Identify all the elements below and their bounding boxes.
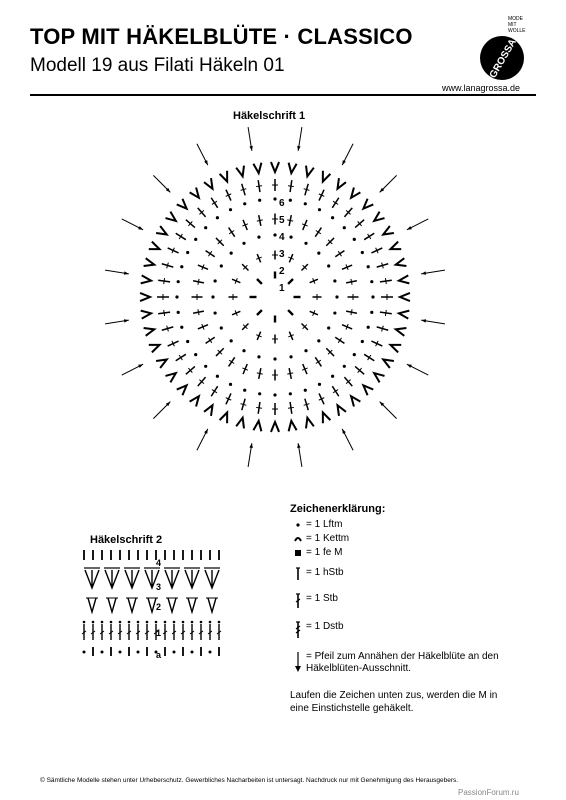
chain-dot	[367, 326, 370, 329]
v-stitch	[271, 422, 279, 432]
chain-dot	[204, 365, 207, 368]
v-stitch	[165, 373, 175, 382]
chain-dot	[214, 311, 217, 314]
chain-dot	[173, 621, 176, 624]
row-number: 4	[156, 558, 162, 568]
stitch-crossbar	[198, 279, 199, 285]
arrow-head	[342, 160, 346, 165]
v-stitch	[351, 396, 360, 406]
chain-dot	[137, 621, 140, 624]
v-stitch	[141, 311, 151, 319]
chain-dot	[333, 311, 336, 314]
chain-dot	[367, 265, 370, 268]
v-stitch	[188, 598, 196, 612]
v-stitch	[144, 258, 155, 266]
chain-dot	[331, 375, 334, 378]
arrow-head	[204, 160, 208, 165]
chain-dot	[335, 295, 338, 298]
v-stitch	[253, 421, 261, 431]
dstb-icon	[293, 621, 303, 639]
chain-dot	[229, 383, 232, 386]
legend-note: Laufen die Zeichen unten zus, werden die M in eine Einstichstelle gehäkelt.	[290, 690, 498, 714]
chain-dot	[191, 621, 194, 624]
chain-dot	[220, 264, 223, 267]
crochet-chart-2	[78, 548, 228, 663]
v-stitch	[204, 178, 212, 189]
chain-dot	[289, 199, 292, 202]
round-number: 2	[279, 266, 285, 277]
v-stitch	[363, 199, 373, 209]
chain-dot	[216, 216, 219, 219]
v-stitch	[306, 418, 314, 429]
chain-dot	[214, 279, 217, 282]
legend-item: = 1 Dstb	[290, 621, 505, 639]
chain-dot	[155, 621, 158, 624]
round-number: 4	[279, 232, 285, 243]
chain-dot	[216, 375, 219, 378]
chain-dot	[175, 295, 178, 298]
chain-dot	[258, 392, 261, 395]
legend-item: = Pfeil zum Annähen der Häkelblüte an den Häkelblüten-Ausschnitt.	[290, 651, 505, 675]
v-stitch	[396, 328, 407, 336]
arrow-head	[297, 146, 300, 151]
v-stitch	[374, 373, 384, 382]
chain-dot	[353, 353, 356, 356]
v-stitch	[177, 385, 187, 395]
chain-dot	[180, 326, 183, 329]
chain-dot	[194, 353, 197, 356]
legend-item: = 1 hStb	[290, 567, 505, 581]
arrow-head	[249, 146, 252, 151]
chain-dot	[343, 226, 346, 229]
v-stitch	[156, 226, 167, 234]
arrow-head	[204, 429, 208, 434]
chain-dot	[204, 226, 207, 229]
chain-dot	[209, 651, 212, 654]
arrow-head	[407, 226, 412, 230]
v-stitch	[190, 396, 199, 406]
brand-logo	[468, 10, 540, 82]
chain-dot	[333, 279, 336, 282]
fan-stitch	[85, 570, 99, 588]
v-stitch	[396, 258, 407, 266]
stitch-mark	[288, 310, 293, 315]
v-stitch	[399, 311, 409, 319]
chain-dot	[83, 621, 86, 624]
v-stitch	[190, 187, 199, 197]
arrow-head	[138, 226, 143, 230]
legend-item: = 1 fe M	[290, 547, 505, 559]
v-stitch	[400, 293, 410, 301]
row-number: a	[156, 650, 162, 660]
v-stitch	[149, 345, 160, 353]
round-number: 6	[279, 198, 285, 209]
v-stitch	[363, 385, 373, 395]
v-stitch	[390, 345, 401, 353]
chain-dot	[229, 208, 232, 211]
stitch-crossbar	[385, 278, 386, 284]
v-stitch	[351, 187, 360, 197]
legend-item: = 1 Kettm	[290, 533, 505, 545]
stitch-crossbar	[351, 279, 352, 285]
logo-text-1: MODE	[508, 16, 523, 22]
chain-dot	[242, 349, 245, 352]
stitch-crossbar	[257, 220, 263, 221]
chain-dot	[304, 202, 307, 205]
legend-item: = 1 Stb	[290, 593, 505, 609]
v-stitch	[156, 360, 167, 368]
stitch-mark	[257, 310, 262, 315]
v-stitch	[220, 412, 228, 423]
fan-stitch	[125, 570, 139, 588]
chain-dot	[331, 216, 334, 219]
chart2-heading: Häkelschrift 2	[90, 534, 163, 546]
v-stitch	[108, 598, 116, 612]
arrow-head	[124, 319, 129, 322]
chain-dot	[317, 339, 320, 342]
v-stitch	[165, 212, 175, 221]
v-stitch	[338, 178, 346, 189]
chain-dot	[273, 197, 276, 200]
v-stitch	[271, 162, 279, 172]
stitch-crossbar	[287, 373, 293, 374]
v-stitch	[208, 598, 216, 612]
chain-dot	[318, 383, 321, 386]
chain-dot	[182, 621, 185, 624]
chain-dot	[361, 340, 364, 343]
stb-icon	[293, 593, 303, 609]
v-stitch	[220, 171, 228, 182]
row-number: 1	[156, 628, 162, 638]
chain-dot	[353, 238, 356, 241]
arc-icon	[293, 533, 303, 545]
chain-dot	[92, 621, 95, 624]
v-stitch	[289, 421, 297, 431]
v-stitch	[390, 242, 401, 250]
chain-dot	[177, 280, 180, 283]
v-stitch	[374, 212, 384, 221]
copyright-footer: © Sämtliche Modelle stehen unter Urheberschutz. Gewerbliches Nacharbeiten ist untersagt. Nachdruck nur mit Genehmigung des Herausgebers.	[40, 777, 459, 784]
stitch-crossbar	[164, 310, 165, 316]
arrow-icon	[293, 651, 303, 673]
arrow-head	[342, 429, 346, 434]
stitch-crossbar	[257, 373, 263, 374]
stitch-crossbar	[385, 310, 386, 316]
v-stitch	[144, 328, 155, 336]
chain-dot	[200, 621, 203, 624]
chain-dot	[242, 242, 245, 245]
legend-title: Zeichenerklärung:	[290, 503, 386, 515]
logo-text-3: WOLLE	[508, 28, 526, 34]
chain-dot	[304, 389, 307, 392]
v-stitch	[323, 171, 331, 182]
chain-dot	[273, 357, 276, 360]
chain-dot	[230, 339, 233, 342]
chain-dot	[180, 265, 183, 268]
chain-dot	[370, 280, 373, 283]
chain-dot	[371, 295, 374, 298]
chain-dot	[211, 295, 214, 298]
v-stitch	[338, 405, 346, 416]
page-title: TOP MIT HÄKELBLÜTE · CLASSICO	[30, 24, 413, 49]
arrow-head	[421, 319, 426, 322]
v-stitch	[148, 598, 156, 612]
chain-dot	[220, 326, 223, 329]
chain-dot	[243, 389, 246, 392]
chain-dot	[327, 264, 330, 267]
chain-dot	[289, 236, 292, 239]
page-subtitle: Modell 19 aus Filati Häkeln 01	[30, 55, 285, 76]
v-stitch	[128, 598, 136, 612]
fan-stitch	[205, 570, 219, 588]
header-rule	[30, 94, 536, 96]
chain-dot	[186, 251, 189, 254]
chain-dot	[289, 392, 292, 395]
website-link[interactable]: www.lanagrossa.de	[442, 83, 521, 93]
chain-dot	[230, 252, 233, 255]
v-stitch	[204, 405, 212, 416]
row-number: 3	[156, 582, 162, 592]
chain-dot	[83, 651, 86, 654]
v-stitch	[177, 199, 187, 209]
v-stitch	[141, 275, 151, 283]
chain-dot	[177, 311, 180, 314]
v-stitch	[399, 275, 409, 283]
chain-dot	[343, 365, 346, 368]
chain-dot	[218, 621, 221, 624]
v-stitch	[88, 598, 96, 612]
stitch-mark	[288, 279, 293, 284]
arrow-head	[421, 271, 426, 274]
v-stitch	[306, 166, 314, 177]
v-stitch	[289, 163, 297, 173]
chain-dot	[318, 208, 321, 211]
arrow-head	[249, 443, 252, 448]
fan-stitch	[165, 570, 179, 588]
v-stitch	[149, 242, 160, 250]
chain-dot	[186, 340, 189, 343]
bar-icon	[293, 547, 303, 559]
chain-dot	[191, 651, 194, 654]
chain-dot	[304, 349, 307, 352]
stitch-crossbar	[256, 407, 262, 408]
chain-dot	[273, 233, 276, 236]
chain-dot	[119, 621, 122, 624]
chain-dot	[289, 355, 292, 358]
hstb-icon	[293, 567, 303, 581]
chain-dot	[209, 621, 212, 624]
chain-dot	[119, 651, 122, 654]
stitch-crossbar	[164, 278, 165, 284]
logo-brand: GROSSA	[487, 37, 519, 81]
round-number: 3	[279, 249, 285, 260]
fan-stitch	[185, 570, 199, 588]
round-number: 1	[279, 283, 285, 294]
row-number: 2	[156, 602, 162, 612]
stitch-crossbar	[256, 186, 262, 187]
stitch-crossbar	[288, 186, 294, 187]
arrow-head	[407, 364, 412, 368]
chain-dot	[257, 236, 260, 239]
chart1-heading: Häkelschrift 1	[233, 110, 306, 122]
v-stitch	[383, 226, 394, 234]
chain-dot	[317, 252, 320, 255]
chain-dot	[164, 621, 167, 624]
stitch-crossbar	[288, 407, 294, 408]
v-stitch	[323, 412, 331, 423]
legend-item: = 1 Lftm	[290, 519, 505, 531]
chain-dot	[257, 355, 260, 358]
chain-dot	[110, 621, 113, 624]
dot-icon	[293, 519, 303, 531]
arrow-head	[138, 364, 143, 368]
chain-dot	[146, 621, 149, 624]
chain-dot	[361, 251, 364, 254]
chain-dot	[173, 651, 176, 654]
stitch-crossbar	[198, 309, 199, 315]
round-number: 5	[279, 215, 285, 226]
legend	[290, 503, 505, 715]
logo-text-2: MIT	[508, 22, 517, 28]
chain-dot	[304, 242, 307, 245]
chain-dot	[258, 199, 261, 202]
watermark: PassionForum.ru	[458, 788, 519, 797]
v-stitch	[253, 163, 261, 173]
chain-dot	[137, 651, 140, 654]
crochet-chart-1	[90, 125, 460, 485]
chain-dot	[243, 202, 246, 205]
v-stitch	[383, 360, 394, 368]
chain-dot	[273, 393, 276, 396]
chain-dot	[101, 621, 104, 624]
stitch-crossbar	[287, 220, 293, 221]
arrow-head	[297, 443, 300, 448]
v-stitch	[168, 598, 176, 612]
v-stitch	[236, 418, 244, 429]
arrow-head	[124, 271, 129, 274]
v-stitch	[140, 293, 150, 301]
chain-dot	[128, 621, 131, 624]
chain-dot	[101, 651, 104, 654]
v-stitch	[236, 166, 244, 177]
stitch-crossbar	[351, 309, 352, 315]
chain-dot	[194, 238, 197, 241]
chain-dot	[327, 326, 330, 329]
stitch-mark	[257, 279, 262, 284]
fan-stitch	[105, 570, 119, 588]
chain-dot	[370, 311, 373, 314]
